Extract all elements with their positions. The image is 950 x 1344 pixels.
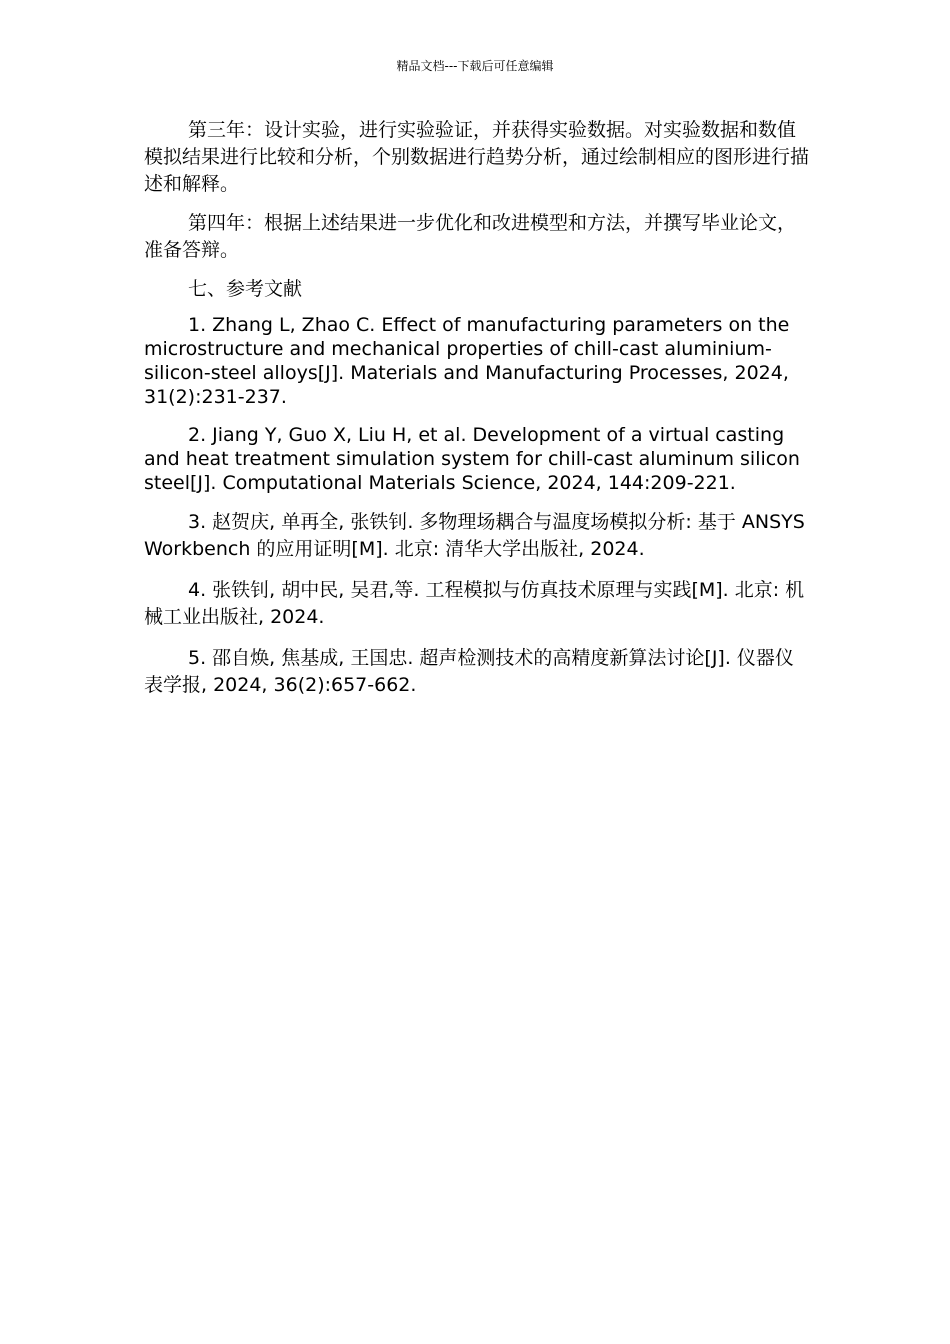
reference-item-4: 4. 张铁钊, 胡中民, 吴君,等. 工程模拟与仿真技术原理与实践[M]. 北京: 机械工业出版社, 2024. [144, 579, 805, 628]
references-heading: 七、参考文献 [188, 278, 303, 300]
paragraph-year-four: 第四年：根据上述结果进一步优化和改进模型和方法，并撰写毕业论文，准备答辩。 [144, 212, 797, 261]
reference-item-3: 3. 赵贺庆, 单再全, 张铁钊. 多物理场耦合与温度场模拟分析: 基于 ANSYS Workbench 的应用证明[M]. 北京: 清华大学出版社, 2024. [144, 511, 805, 560]
reference-item-1: 1. Zhang L, Zhao C. Effect of manufacturing parameters on the microstructure and mechanical properties of chill-cast aluminium-silicon-steel alloys[J]. Materials and Manufacturing Processes, 2024, 31(2):231-237. [144, 314, 790, 408]
page-header: 精品文档---下载后可任意编辑 [396, 59, 554, 73]
reference-item-5: 5. 邵自焕, 焦基成, 王国忠. 超声检测技术的高精度新算法讨论[J]. 仪器仪表学报, 2024, 36(2):657-662. [144, 647, 794, 696]
reference-item-2: 2. Jiang Y, Guo X, Liu H, et al. Development of a virtual casting and heat treatment simulation system for chill-cast aluminum silicon steel[J]. Computational Materials Science, 2024, 144:209-221. [144, 424, 800, 494]
paragraph-year-three: 第三年：设计实验，进行实验验证，并获得实验数据。对实验数据和数值模拟结果进行比较和分析，个别数据进行趋势分析，通过绘制相应的图形进行描述和解释。 [144, 119, 810, 195]
document-body [144, 117, 810, 713]
